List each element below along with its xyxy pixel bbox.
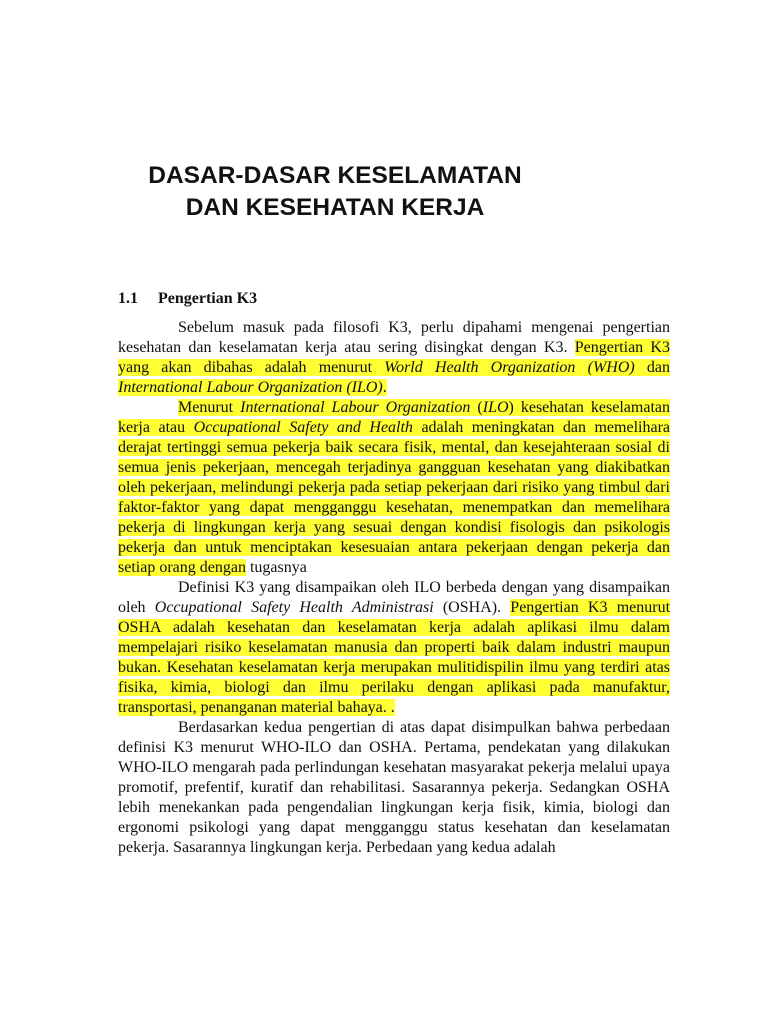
p2-ilo-name: International Labour Organization [240,399,471,416]
p1-text: Sebelum masuk pada filosofi K3, perlu dipahami mengenai pengertian kesehatan dan keselamatan kerja atau sering disingkat dengan K3. [118,319,670,356]
p1-end: . [382,379,387,396]
p2-paren-open: ( [470,399,483,416]
p1-ilo: International Labour Organization (ILO) [118,379,383,396]
p1-highlight-text: Pengertian K3 yang akan dibahas adalah menurut [118,339,670,376]
body-text [118,318,670,858]
p3-text-c: (OSHA). [433,599,511,616]
p4-text: Berdasarkan kedua pengertian di atas dapat disimpulkan bahwa perbedaan definisi K3 menurut WHO-ILO dan OSHA. Pertama, pendekatan yang dilakukan WHO-ILO mengarah pada perlindungan kesehatan masyarakat pekerja melalui upaya promotif, prefentif, kuratif dan rehabilitasi. Sasarannya pekerja. Sedangkan OSHA lebih menekankan pada pengendalian lingkungan kerja fisik, kimia, biologi dan ergonomi psikologi yang dapat mengganggu status kesehatan dan keselamatan pekerja. Sasarannya lingkungan kerja. Perbedaan yang kedua adalah [118,719,670,856]
p3-osha-name: Occupational Safety Health Administrasi [154,599,434,616]
section-title: Pengertian K3 [158,290,258,307]
p1-and: dan [634,359,671,376]
p3-highlight: Pengertian K3 menurut OSHA adalah kesehatan dan keselamatan kerja adalah aplikasi ilmu dalam mempelajari risiko keselamatan manusia dan properti baik dalam industri maupun bukan. Kesehatan keselamatan kerja merupakan mulitidispilin ilmu yang terdiri atas fisika, kimia, biologi dan ilmu perilaku dengan aplikasi pada manufaktur, transportasi, penanganan material bahaya. . [118,599,671,716]
p2-text-e: ) kesehatan keselamatan kerja atau [118,399,671,436]
p2-highlight [118,399,670,576]
title-line-2: DAN KESEHATAN KERJA [185,194,485,221]
paragraph-2 [118,398,670,578]
p2-text-h: tugasnya [245,559,307,576]
paragraph-1 [118,318,670,398]
title-line-1: DASAR-DASAR KESELAMATAN [148,162,522,189]
p3-text-a: Definisi K3 yang disampaikan oleh ILO berbeda dengan yang disampaikan oleh [118,579,670,616]
section-number: 1.1 [118,290,138,307]
paragraph-3 [118,578,670,718]
paragraph-4 [118,718,670,858]
p1-who: World Health Organization (WHO) [384,359,635,376]
p2-osh: Occupational Safety and Health [193,419,413,436]
document-title [100,160,570,224]
p2-ilo-abbr: ILO [482,399,509,416]
p2-text-g: adalah meningkatan dan memelihara derajat tertinggi semua pekerja baik secara fisik, mental, dan kesejahteraan sosial di semua jenis pekerjaan, mencegah terjadinya gangguan kesehatan yang diakibatkan oleh pekerjaan, melindungi pekerja pada setiap pekerjaan dari risiko yang timbul dari faktor-faktor yang dapat mengganggu kesehatan, menempatkan dan memelihara pekerja di lingkungan kerja yang sesuai dengan kondisi fisologis dan psikologis pekerja dan untuk menciptakan kesesuaian antara pekerjaan dengan pekerja dan setiap orang dengan [118,419,671,576]
p2-text-a: Menurut [178,399,241,416]
section-heading [118,289,257,309]
